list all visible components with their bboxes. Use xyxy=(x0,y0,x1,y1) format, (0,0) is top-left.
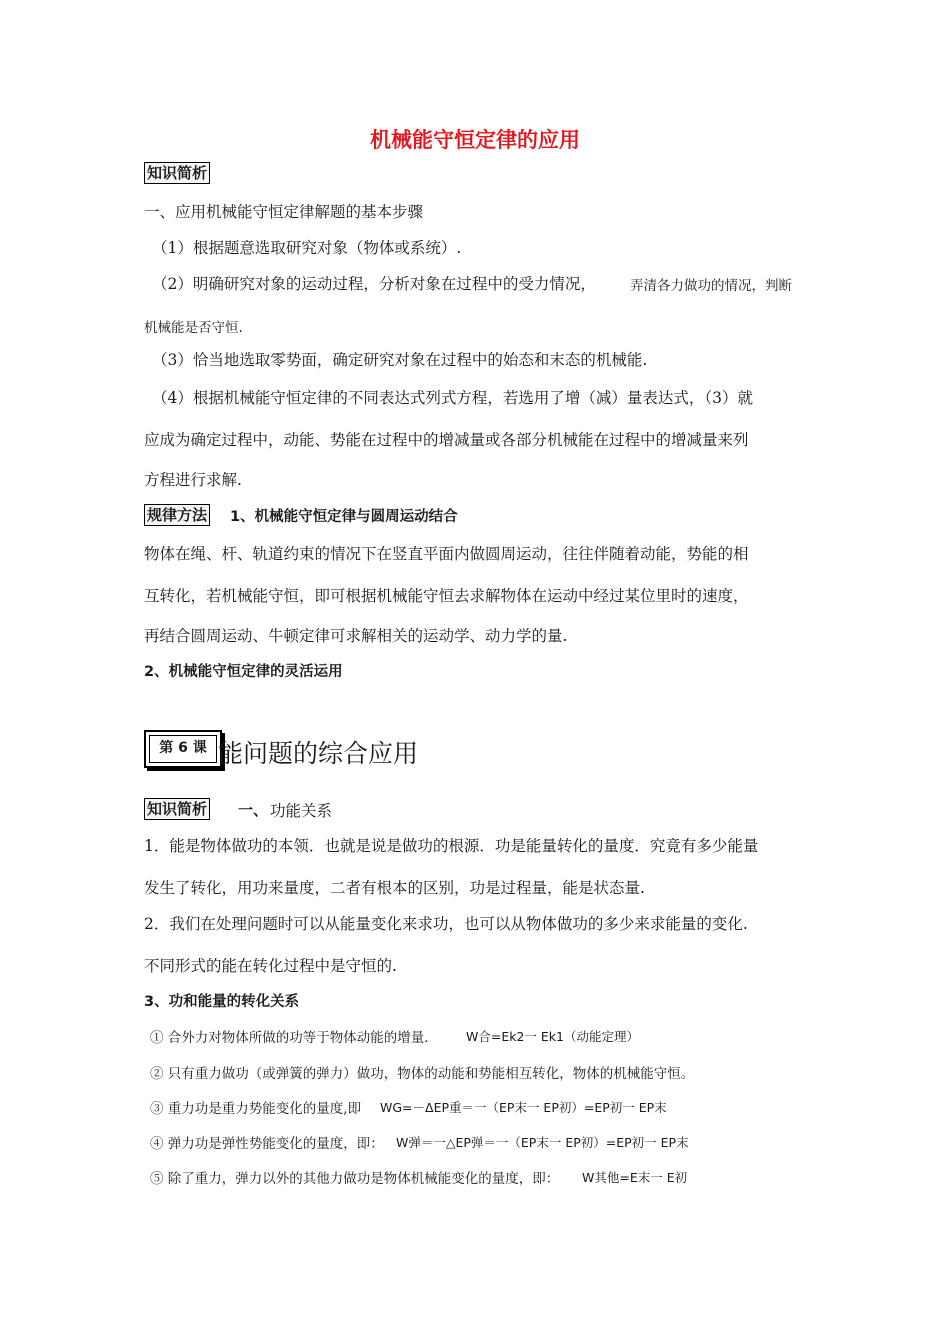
method-para-line-1: 物体在绳、杆、轨道约束的情况下在竖直平面内做圆周运动，往往伴随着动能，势能的相 xyxy=(144,545,749,563)
relation-3: ③ 重力功是重力势能变化的量度,即 xyxy=(150,1101,362,1117)
step-3: （3）恰当地选取零势面，确定研究对象在过程中的始态和末态的机械能. xyxy=(152,351,648,369)
lesson-number-label: 第 6 课 xyxy=(159,740,207,756)
lesson-number-box xyxy=(144,730,222,768)
section-intro: 一、应用机械能守恒定律解题的基本步骤 xyxy=(144,203,424,221)
relation-4: ④ 弹力功是弹性势能变化的量度，即： xyxy=(150,1136,384,1152)
step-2-continued: 机械能是否守恒. xyxy=(144,320,243,336)
section3-heading-text: 功能关系 xyxy=(270,802,333,820)
method-heading-2: 2、机械能守恒定律的灵活运用 xyxy=(144,664,343,680)
energy-para-2-line-1: 2．我们在处理问题时可以从能量变化来求功，也可以从物体做功的多少来求能量的变化. xyxy=(144,915,748,933)
step-4-line-1: （4）根据机械能守恒定律的不同表达式列式方程，若选用了增（减）量表达式，（3）就 xyxy=(152,389,753,407)
energy-heading-3: 3、功和能量的转化关系 xyxy=(144,994,300,1010)
energy-para-1-line-1: 1．能是物体做功的本领．也就是说是做功的根源．功是能量转化的量度．究竟有多少能量 xyxy=(144,837,759,855)
method-heading-1: 1、机械能守恒定律与圆周运动结合 xyxy=(230,509,458,525)
energy-para-1-line-2: 发生了转化，用功来量度，二者有根本的区别，功是过程量，能是状态量. xyxy=(144,879,645,897)
step-2-tail: 弄清各力做功的情况，判断 xyxy=(630,278,792,294)
relation-3-formula: WG=－ΔEP重＝一（EP末一 EP初）=EP初一 EP末 xyxy=(380,1100,667,1115)
document-title: 机械能守恒定律的应用 xyxy=(370,127,580,152)
relation-2: ② 只有重力做功（或弹簧的弹力）做功，物体的动能和势能相互转化，物体的机械能守恒。 xyxy=(150,1066,695,1082)
step-4-line-3: 方程进行求解. xyxy=(144,471,242,489)
relation-4-formula: W弹＝一△EP弹＝一（EP末一 EP初）=EP初一 EP末 xyxy=(396,1135,689,1150)
knowledge-tag-2: 知识简析 xyxy=(144,798,210,820)
step-4-line-2: 应成为确定过程中，动能、势能在过程中的增减量或各部分机械能在过程中的增减量来列 xyxy=(144,431,749,449)
knowledge-tag: 知识简析 xyxy=(144,162,210,184)
method-para-line-3: 再结合圆周运动、牛顿定律可求解相关的运动学、动力学的量. xyxy=(144,627,568,645)
energy-para-2-line-2: 不同形式的能在转化过程中是守恒的. xyxy=(144,957,397,975)
method-para-line-2: 互转化，若机械能守恒，即可根据机械能守恒去求解物体在运动中经过某位里时的速度， xyxy=(144,587,749,605)
step-1: （1）根据题意选取研究对象（物体或系统）. xyxy=(152,239,462,257)
method-tag: 规律方法 xyxy=(144,504,210,526)
lesson-heading: 能问题的综合应用 xyxy=(218,739,419,768)
section3-heading-num: 一、 xyxy=(238,801,269,819)
relation-1-formula: W合=Ek2一 Ek1（动能定理） xyxy=(466,1029,639,1044)
relation-5: ⑤ 除了重力，弹力以外的其他力做功是物体机械能变化的量度，即： xyxy=(150,1171,560,1187)
relation-5-formula: W其他=E末一 E初 xyxy=(582,1170,688,1185)
relation-1: ① 合外力对物体所做的功等于物体动能的增量． xyxy=(150,1030,438,1046)
step-2-main: （2）明确研究对象的运动过程，分析对象在过程中的受力情况， xyxy=(152,275,596,293)
